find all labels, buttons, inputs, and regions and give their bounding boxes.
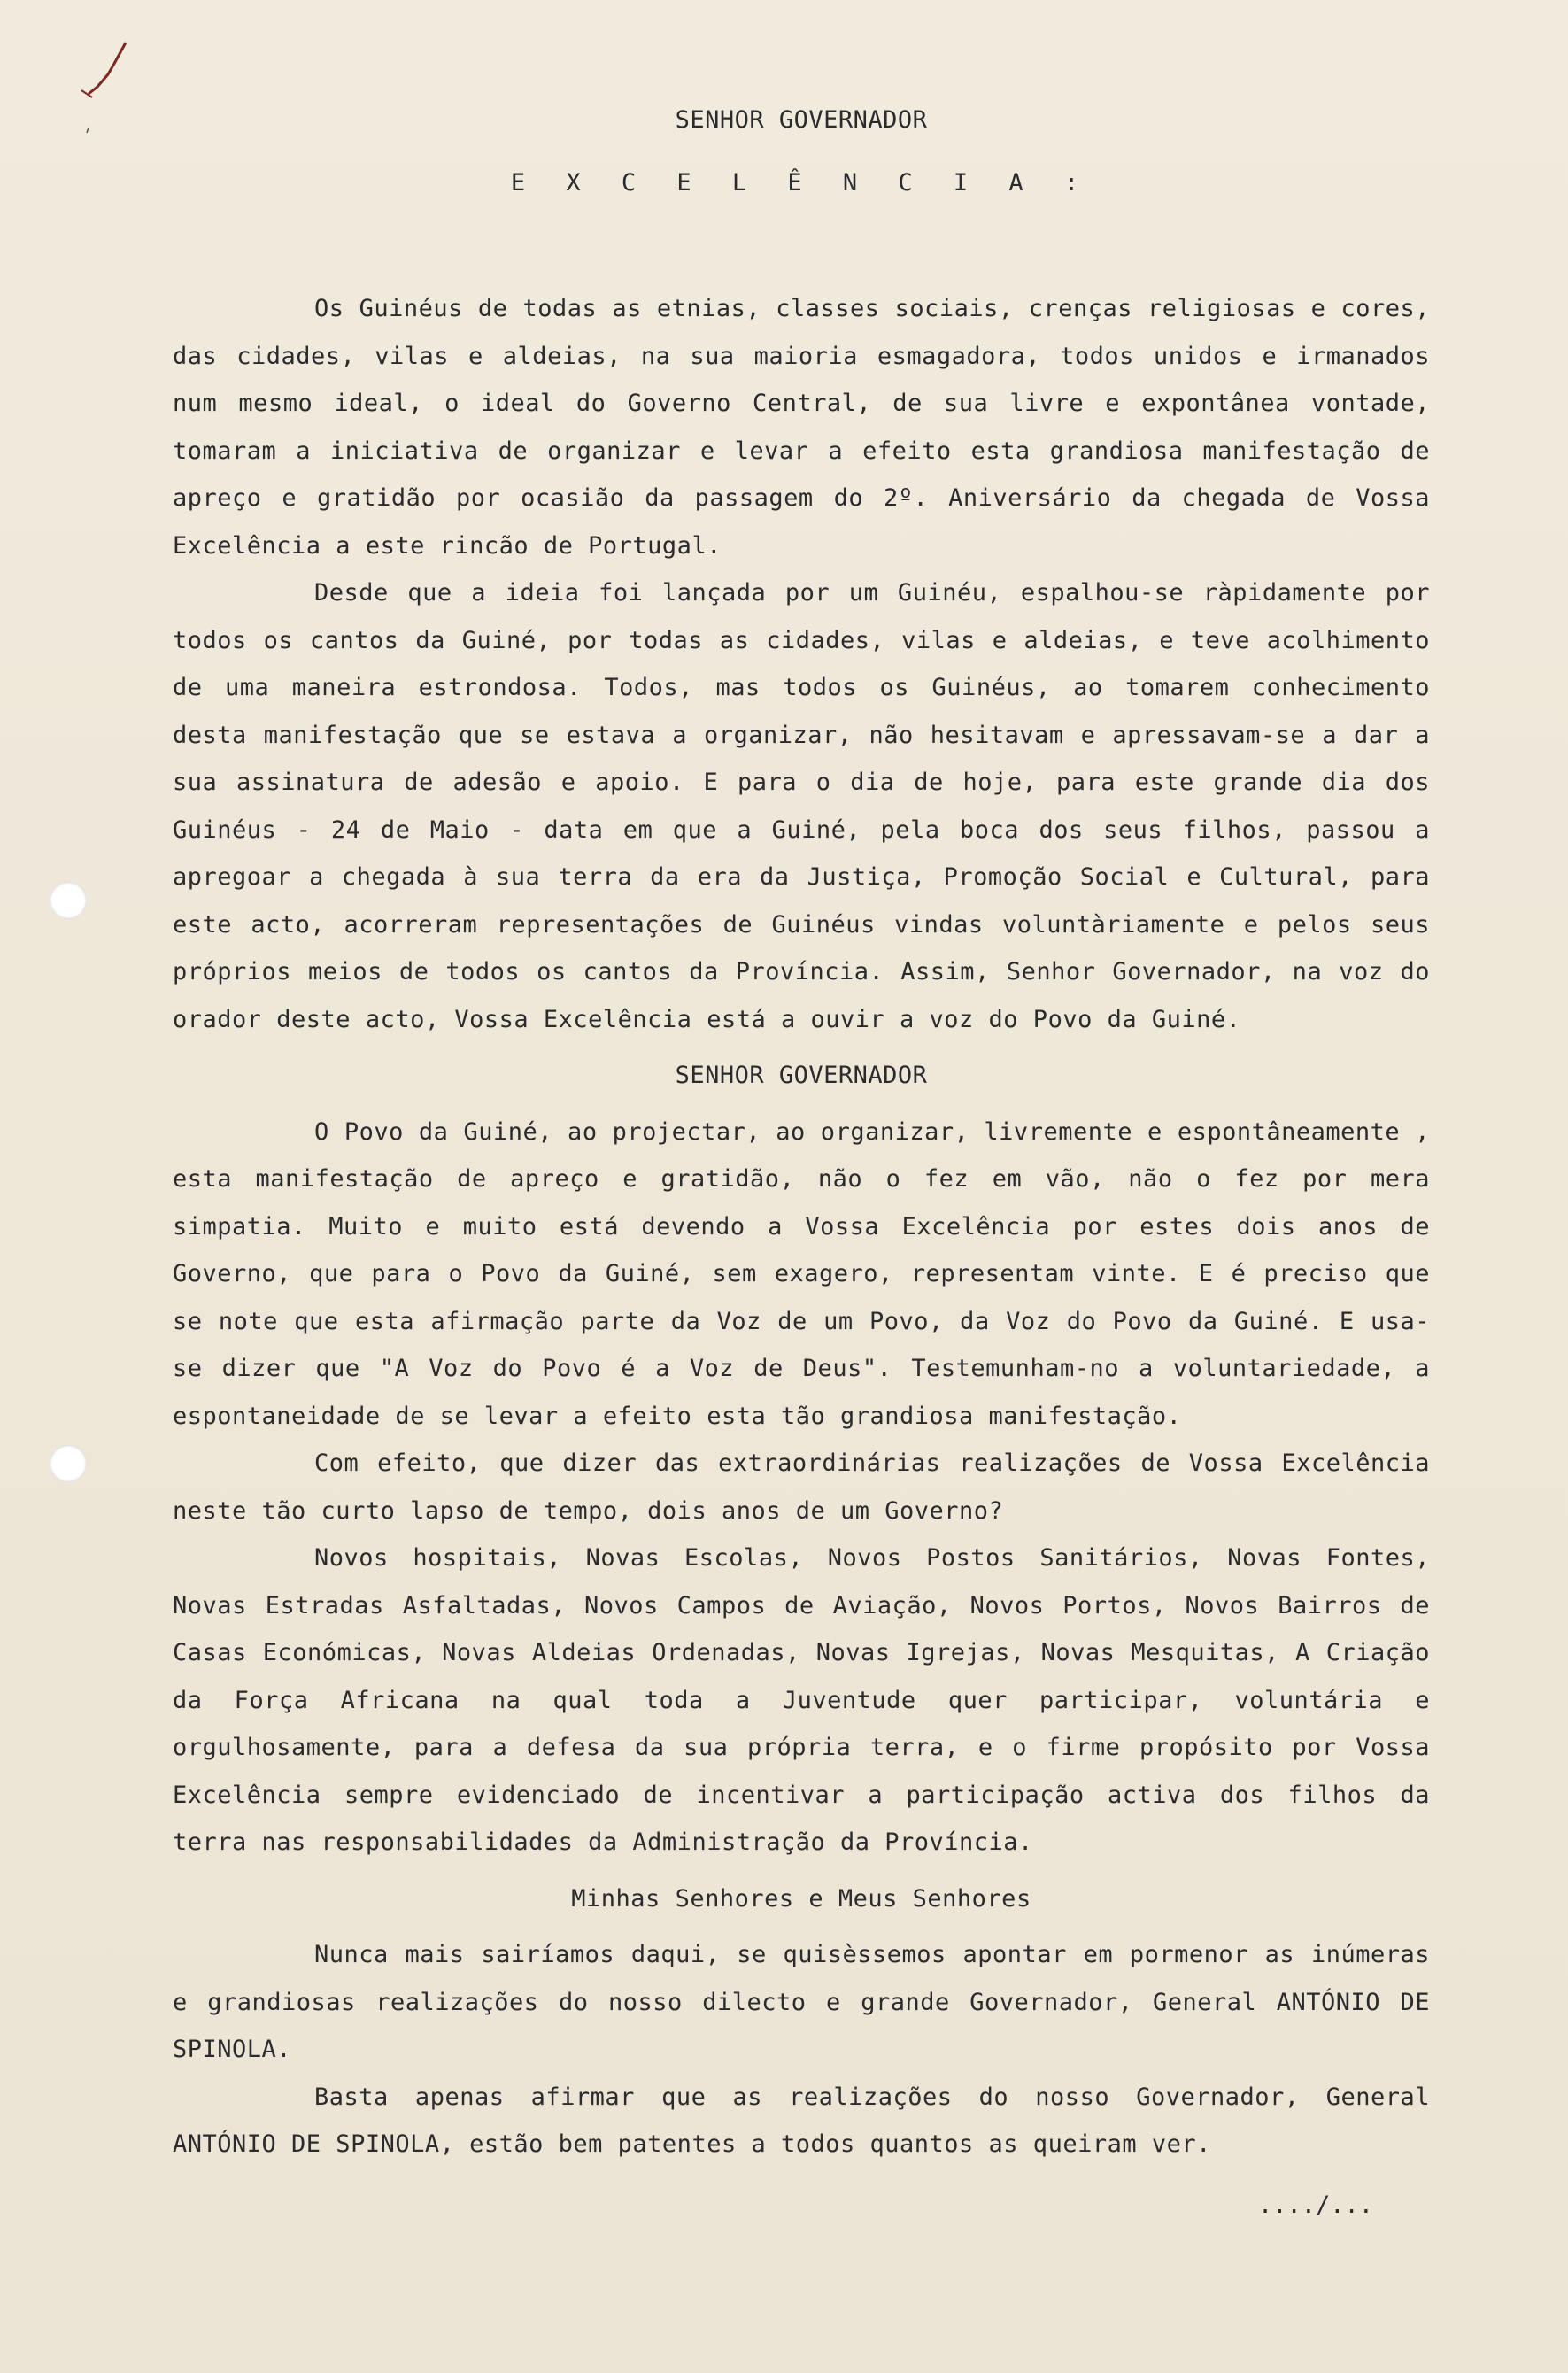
heading-governador-2: SENHOR GOVERNADOR: [675, 1062, 928, 1089]
heading-title: SENHOR GOVERNADOR: [675, 106, 928, 134]
paragraph-2: Desde que a ideia foi lançada por um Guinéu, espalhou-se ràpidamente por todos os cantos da Guiné, por todas as cidades, vilas e aldeias, e teve acolhimento de uma maneira estrondosa. Todos, mas todos os Guinéus, ao tomarem conhecimento desta manifestação que se estava a organizar, não hesitavam e apressavam-se a dar a sua assinatura de adesão e apoio. E para o dia de hoje, para este grande dia dos Guinéus - 24 de Maio - data em que a Guiné, pela boca dos seus filhos, passou a apregoar a chegada à sua terra da era da Justiça, Promoção Social e Cultural, para este acto, acorreram representações de Guinéus vindas voluntàriamente e pelos seus próprios meios de todos os cantos da Província. Assim, Senhor Governador, na voz do orador deste acto, Vossa Excelência está a ouvir a voz do Povo da Guiné.: [173, 579, 1430, 1033]
paragraph-5: Novos hospitais, Novas Escolas, Novos Postos Sanitários, Novas Fontes, Novas Estradas Asfaltadas, Novos Campos de Aviação, Novos Portos, Novos Bairros de Casas Económicas, Novas Aldeias Ordenadas, Novas Igrejas, Novas Mesquitas, A Criação da Força Africana na qual toda a Juventude quer participar, voluntária e orgulhosamente, para a defesa da sua própria terra, e o firme propósito por Vossa Excelência sempre evidenciado de incentivar a participação activa dos filhos da terra nas responsabilidades da Administração da Província.: [173, 1544, 1430, 1856]
paragraph-7: Basta apenas afirmar que as realizações do nosso Governador, General ANTÓNIO DE SPINOLA, estão bem patentes a todos quantos as queiram ver.: [173, 2083, 1430, 2158]
punch-hole-top: [50, 882, 87, 919]
paragraph-4: Com efeito, que dizer das extraordinárias realizações de Vossa Excelência neste tão curto lapso de tempo, dois anos de um Governo?: [173, 1449, 1430, 1525]
paragraph-1: Os Guinéus de todas as etnias, classes sociais, crenças religiosas e cores, das cidades, vilas e aldeias, na sua maioria esmagadora, todos unidos e irmanados num mesmo ideal, o ideal do Governo Central, de sua livre e expontânea vontade, tomaram a iniciativa de organizar e levar a efeito esta grandiosa manifestação de apreço e gratidão por ocasião da passagem do 2º. Aniversário da chegada de Vossa Excelência a este rincão de Portugal.: [173, 295, 1430, 560]
paragraph-3: O Povo da Guiné, ao projectar, ao organizar, livremente e espontâneamente , esta manifestação de apreço e gratidão, não o fez em vão, não o fez por mera simpatia. Muito e muito está devendo a Vossa Excelência por estes dois anos de Governo, que para o Povo da Guiné, sem exagero, representam vinte. E é preciso que se note que esta afirmação parte da Voz de um Povo, da Voz do Povo da Guiné. E usa-se dizer que "A Voz do Povo é a Voz de Deus". Testemunham-no a voluntariedade, a espontaneidade de se levar a efeito esta tão grandiosa manifestação.: [173, 1117, 1430, 1430]
letter-body: [173, 97, 1430, 2168]
paragraph-6: Nunca mais sairíamos daqui, se quisèssemos apontar em pormenor as inúmeras e grandiosas realizações do nosso dilecto e grande Governador, General ANTÓNIO DE SPINOLA.: [173, 1941, 1430, 2063]
continuation-mark: ..../...: [1257, 2191, 1373, 2219]
heading-senhores: Minhas Senhores e Meus Senhores: [571, 1884, 1031, 1913]
salutation: E X C E L Ê N C I A :: [510, 169, 1093, 197]
punch-hole-bottom: [50, 1445, 87, 1482]
pen-mark-icon: [62, 35, 151, 142]
